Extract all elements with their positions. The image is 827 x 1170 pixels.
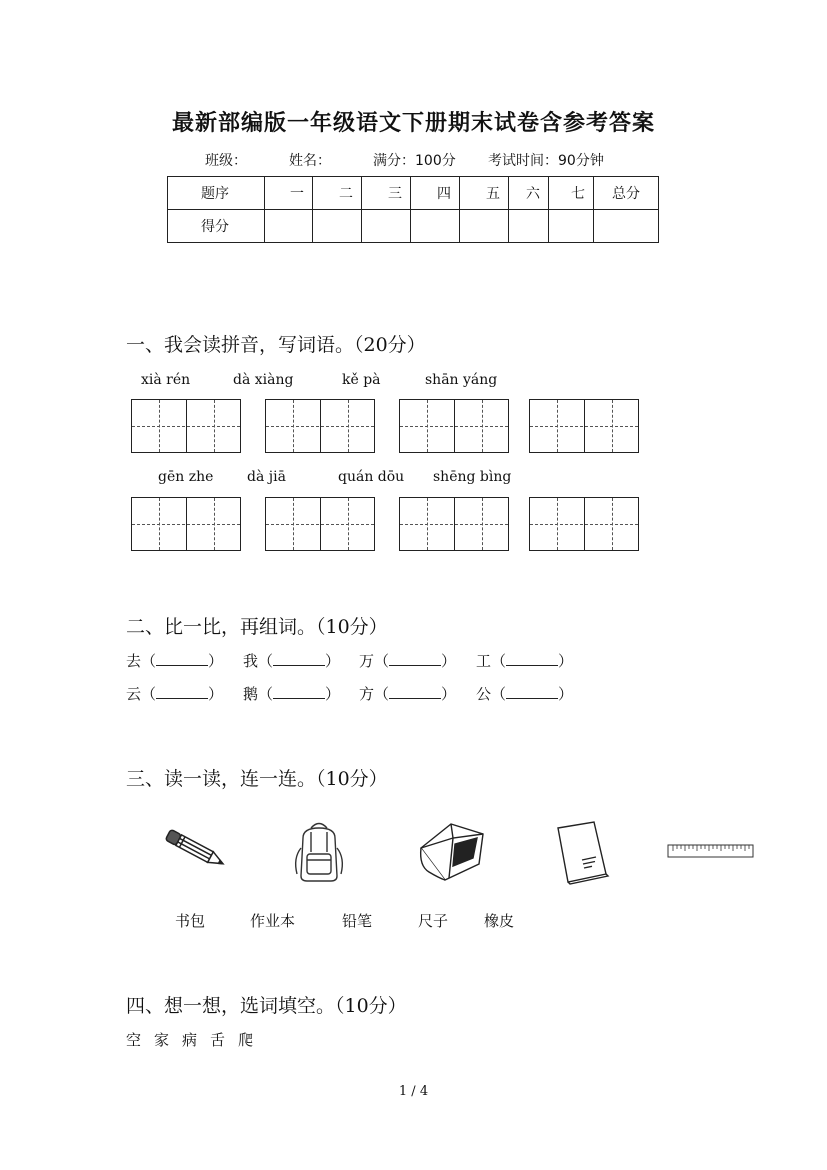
word-label-pencil[interactable]: 铅笔 <box>342 912 373 930</box>
table-cell: 得分 <box>168 210 265 243</box>
word-bank-char: 病 <box>182 1031 198 1049</box>
word-bank-char: 空 <box>126 1031 142 1049</box>
class-label: 班级： <box>205 153 247 169</box>
word-item: 工（ ） <box>476 652 574 670</box>
word-item: 方（ ） <box>359 685 457 703</box>
answer-blank[interactable] <box>156 651 208 666</box>
score-input-cell[interactable] <box>411 210 460 243</box>
score-input-cell[interactable] <box>549 210 594 243</box>
score-table-score-row <box>168 210 659 243</box>
word-item: 万（ ） <box>359 652 457 670</box>
word-bank-char: 舌 <box>210 1031 226 1049</box>
answer-blank[interactable] <box>506 684 558 699</box>
table-cell: 二 <box>313 177 362 210</box>
writing-grid[interactable] <box>131 399 241 453</box>
word-label-ruler[interactable]: 尺子 <box>418 912 449 930</box>
table-cell: 三 <box>362 177 411 210</box>
pinyin-label: shēng bìng <box>433 469 512 485</box>
pinyin-label: shān yáng <box>425 372 498 388</box>
score-input-cell[interactable] <box>594 210 659 243</box>
writing-grid[interactable] <box>529 497 639 551</box>
pinyin-label: quán dōu <box>338 469 405 485</box>
word-item: 去（ ） <box>126 652 224 670</box>
score-input-cell[interactable] <box>362 210 411 243</box>
writing-grid[interactable] <box>265 497 375 551</box>
section-2-heading: 二、比一比，再组词。（10分） <box>126 616 388 638</box>
full-score-label: 满分：100分 <box>373 153 456 169</box>
writing-grid[interactable] <box>131 497 241 551</box>
section-1-heading: 一、我会读拼音，写词语。（20分） <box>126 334 426 356</box>
word-item: 我（ ） <box>243 652 341 670</box>
pinyin-label: gēn zhe <box>158 469 214 485</box>
writing-grid[interactable] <box>399 399 509 453</box>
section-4-heading: 四、想一想，选词填空。（10分） <box>126 995 407 1017</box>
pinyin-label: dà xiàng <box>233 372 294 388</box>
exam-time-label: 考试时间：90分钟 <box>488 153 604 169</box>
writing-grid[interactable] <box>529 399 639 453</box>
pinyin-label: xià rén <box>141 372 191 388</box>
table-cell: 七 <box>549 177 594 210</box>
page-number: 1 / 4 <box>398 1084 429 1099</box>
word-item: 鹅（ ） <box>243 685 341 703</box>
score-table-header-row <box>168 177 659 210</box>
answer-blank[interactable] <box>389 684 441 699</box>
page-title: 最新部编版一年级语文下册期末试卷含参考答案 <box>171 110 655 136</box>
pencil-icon[interactable] <box>158 828 232 872</box>
table-cell: 题序 <box>168 177 265 210</box>
table-cell: 五 <box>460 177 509 210</box>
word-label-eraser[interactable]: 橡皮 <box>484 912 515 930</box>
table-cell: 一 <box>265 177 313 210</box>
score-table <box>167 176 659 243</box>
eraser-icon[interactable] <box>415 820 487 884</box>
table-cell: 四 <box>411 177 460 210</box>
score-input-cell[interactable] <box>265 210 313 243</box>
word-label-schoolbag[interactable]: 书包 <box>175 912 206 930</box>
score-input-cell[interactable] <box>313 210 362 243</box>
notebook-icon[interactable] <box>552 820 612 886</box>
score-input-cell[interactable] <box>509 210 549 243</box>
answer-blank[interactable] <box>506 651 558 666</box>
pinyin-label: dà jiā <box>247 469 286 485</box>
word-label-homework-book[interactable]: 作业本 <box>250 912 296 930</box>
answer-blank[interactable] <box>273 684 325 699</box>
table-cell: 总分 <box>594 177 659 210</box>
pinyin-label: kě pà <box>342 372 381 388</box>
word-bank-char: 爬 <box>238 1031 254 1049</box>
word-item: 公（ ） <box>476 685 574 703</box>
answer-blank[interactable] <box>389 651 441 666</box>
word-bank <box>126 1029 253 1050</box>
backpack-icon[interactable] <box>289 818 349 884</box>
table-cell: 六 <box>509 177 549 210</box>
score-input-cell[interactable] <box>460 210 509 243</box>
word-item: 云（ ） <box>126 685 224 703</box>
word-bank-char: 家 <box>154 1031 170 1049</box>
name-label: 姓名： <box>289 153 331 169</box>
ruler-icon[interactable] <box>667 843 755 859</box>
answer-blank[interactable] <box>273 651 325 666</box>
writing-grid[interactable] <box>265 399 375 453</box>
writing-grid[interactable] <box>399 497 509 551</box>
answer-blank[interactable] <box>156 684 208 699</box>
section-3-heading: 三、读一读，连一连。（10分） <box>126 768 388 790</box>
